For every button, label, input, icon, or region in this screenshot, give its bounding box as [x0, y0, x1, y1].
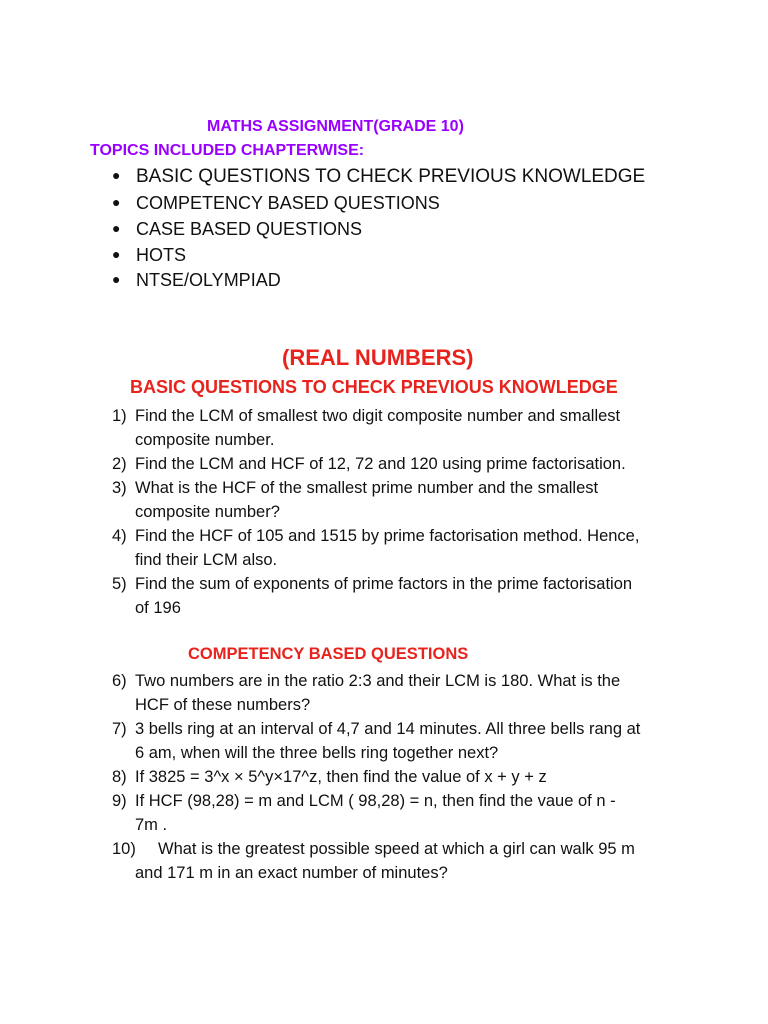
question-number: 3) [112, 479, 127, 497]
question-text: If 3825 = 3^x × 5^y×17^z, then find the value of x + y + z [135, 768, 547, 786]
question-text-continued: of 196 [135, 599, 181, 617]
question-item [112, 524, 639, 572]
question-text-continued: and 171 m in an exact number of minutes? [135, 864, 448, 882]
topic-item [112, 270, 281, 291]
question-number: 9) [112, 792, 127, 810]
question-item [112, 837, 635, 885]
question-number: 5) [112, 575, 127, 593]
question-number: 7) [112, 720, 127, 738]
question-item [112, 572, 632, 620]
question-item [112, 789, 616, 837]
question-item [112, 404, 620, 452]
question-item [112, 765, 547, 789]
topics-heading: TOPICS INCLUDED CHAPTERWISE: [90, 142, 365, 159]
topic-label: COMPETENCY BASED QUESTIONS [136, 193, 440, 213]
bullet-icon: ● [112, 167, 121, 183]
question-item [112, 452, 626, 476]
bullet-icon: ● [112, 246, 121, 262]
question-text: 3 bells ring at an interval of 4,7 and 14 minutes. All three bells rang at [135, 720, 641, 738]
question-text-continued: find their LCM also. [135, 551, 278, 569]
question-item [112, 476, 598, 524]
chapter-title: (REAL NUMBERS) [282, 345, 474, 370]
question-text: Find the LCM of smallest two digit composite number and smallest [135, 407, 621, 425]
question-text: If HCF (98,28) = m and LCM ( 98,28) = n, then find the vaue of n - [135, 792, 616, 810]
topic-item [112, 219, 362, 240]
topic-label: CASE BASED QUESTIONS [136, 219, 363, 239]
assignment-title: MATHS ASSIGNMENT(GRADE 10) [207, 118, 464, 135]
topic-item [112, 245, 186, 266]
question-text-continued: 7m . [135, 816, 168, 834]
question-text-continued: composite number? [135, 503, 280, 521]
topic-label: HOTS [136, 245, 187, 265]
topic-label: BASIC QUESTIONS TO CHECK PREVIOUS KNOWLEDGE [136, 166, 646, 187]
question-text: Two numbers are in the ratio 2:3 and their LCM is 180. What is the [135, 672, 621, 690]
topic-item [112, 166, 645, 188]
question-number: 6) [112, 672, 127, 690]
question-text: Find the LCM and HCF of 12, 72 and 120 using prime factorisation. [135, 455, 626, 473]
question-text: Find the HCF of 105 and 1515 by prime factorisation method. Hence, [135, 527, 640, 545]
question-item [112, 669, 620, 717]
question-number: 10) [112, 840, 136, 858]
section-heading-competency: COMPETENCY BASED QUESTIONS [188, 645, 469, 663]
question-text-continued: HCF of these numbers? [135, 696, 311, 714]
question-number: 1) [112, 407, 127, 425]
question-text: Find the sum of exponents of prime factors in the prime factorisation [135, 575, 633, 593]
bullet-icon: ● [112, 220, 121, 236]
topic-label: NTSE/OLYMPIAD [136, 270, 281, 290]
topic-item [112, 193, 440, 214]
question-text-continued: 6 am, when will the three bells ring together next? [135, 744, 499, 762]
section-heading-basic: BASIC QUESTIONS TO CHECK PREVIOUS KNOWLEDGE [130, 377, 618, 397]
question-number: 2) [112, 455, 127, 473]
bullet-icon: ● [112, 271, 121, 287]
bullet-icon: ● [112, 194, 121, 210]
question-number: 4) [112, 527, 127, 545]
question-text: What is the HCF of the smallest prime number and the smallest [135, 479, 599, 497]
question-number: 8) [112, 768, 127, 786]
question-text-continued: composite number. [135, 431, 275, 449]
question-text: What is the greatest possible speed at which a girl can walk 95 m [158, 840, 635, 858]
question-item [112, 717, 640, 765]
